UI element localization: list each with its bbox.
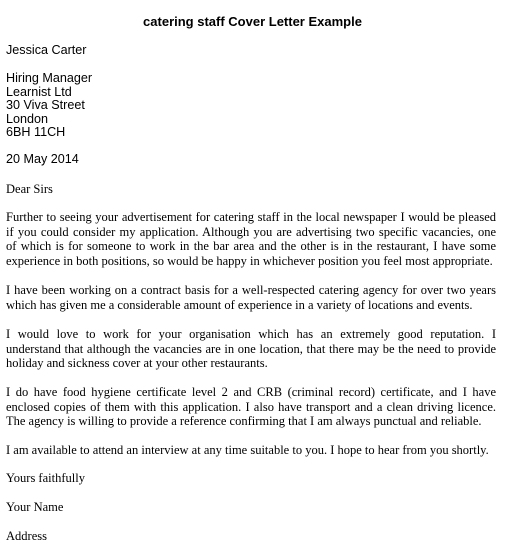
closing: Yours faithfully <box>6 471 85 485</box>
paragraph-line: I would love to work for your organisation which has an extremely good reputation. I <box>6 327 496 341</box>
sender-name: Jessica Carter <box>6 43 87 57</box>
paragraph-line: understand that although the vacancies are in one location, that there may be the need to provide <box>6 341 496 356</box>
recipient-line: London <box>6 111 49 126</box>
recipient-line: 30 Viva Street <box>6 98 85 112</box>
recipient-line: Learnist Ltd <box>6 84 72 99</box>
body-paragraph <box>6 283 496 312</box>
paragraph-line: enclosed copies of them with this application. I also have transport and a clean driving licence. <box>6 399 496 414</box>
paragraph-line: Further to seeing your advertisement for catering staff in the local newspaper I would be pleased <box>6 210 496 224</box>
signature-name: Your Name <box>6 500 64 514</box>
recipient-line: Hiring Manager <box>6 71 93 85</box>
paragraph-line: holiday and sickness cover at your other restaurants. <box>6 356 268 371</box>
paragraph-line: The agency is willing to provide a reference confirming that I am always punctual and reliable. <box>6 414 482 429</box>
body-paragraph <box>6 327 496 371</box>
paragraph-line: I have been working on a contract basis for a well-respected catering agency for over two years <box>6 283 496 297</box>
letter-date: 20 May 2014 <box>6 152 79 166</box>
paragraph-line: if you could consider my application. Although you are advertising two specific vacancies, one <box>6 224 496 239</box>
salutation: Dear Sirs <box>6 182 53 196</box>
paragraph-line: I am available to attend an interview at any time suitable to you. I hope to hear from you shortly. <box>6 443 489 457</box>
body-paragraph <box>6 210 496 268</box>
signature-address: Address <box>6 529 47 543</box>
recipient-address <box>6 72 92 140</box>
paragraph-line: of which is for someone to work in the bar area and the other is in the restaurant, I have some <box>6 239 496 254</box>
letter-title: catering staff Cover Letter Example <box>143 14 362 29</box>
body-paragraph <box>6 385 496 429</box>
paragraph-line: I do have food hygiene certificate level 2 and CRB (criminal record) certificate, and I have <box>6 385 496 399</box>
body-paragraph <box>6 443 496 458</box>
paragraph-line: which has given me a considerable amount of experience in a variety of locations and events. <box>6 297 473 312</box>
recipient-line: 6BH 11CH <box>6 125 66 139</box>
paragraph-line: experience in both positions, so would be happy in whichever position you feel most appropriate. <box>6 253 493 268</box>
